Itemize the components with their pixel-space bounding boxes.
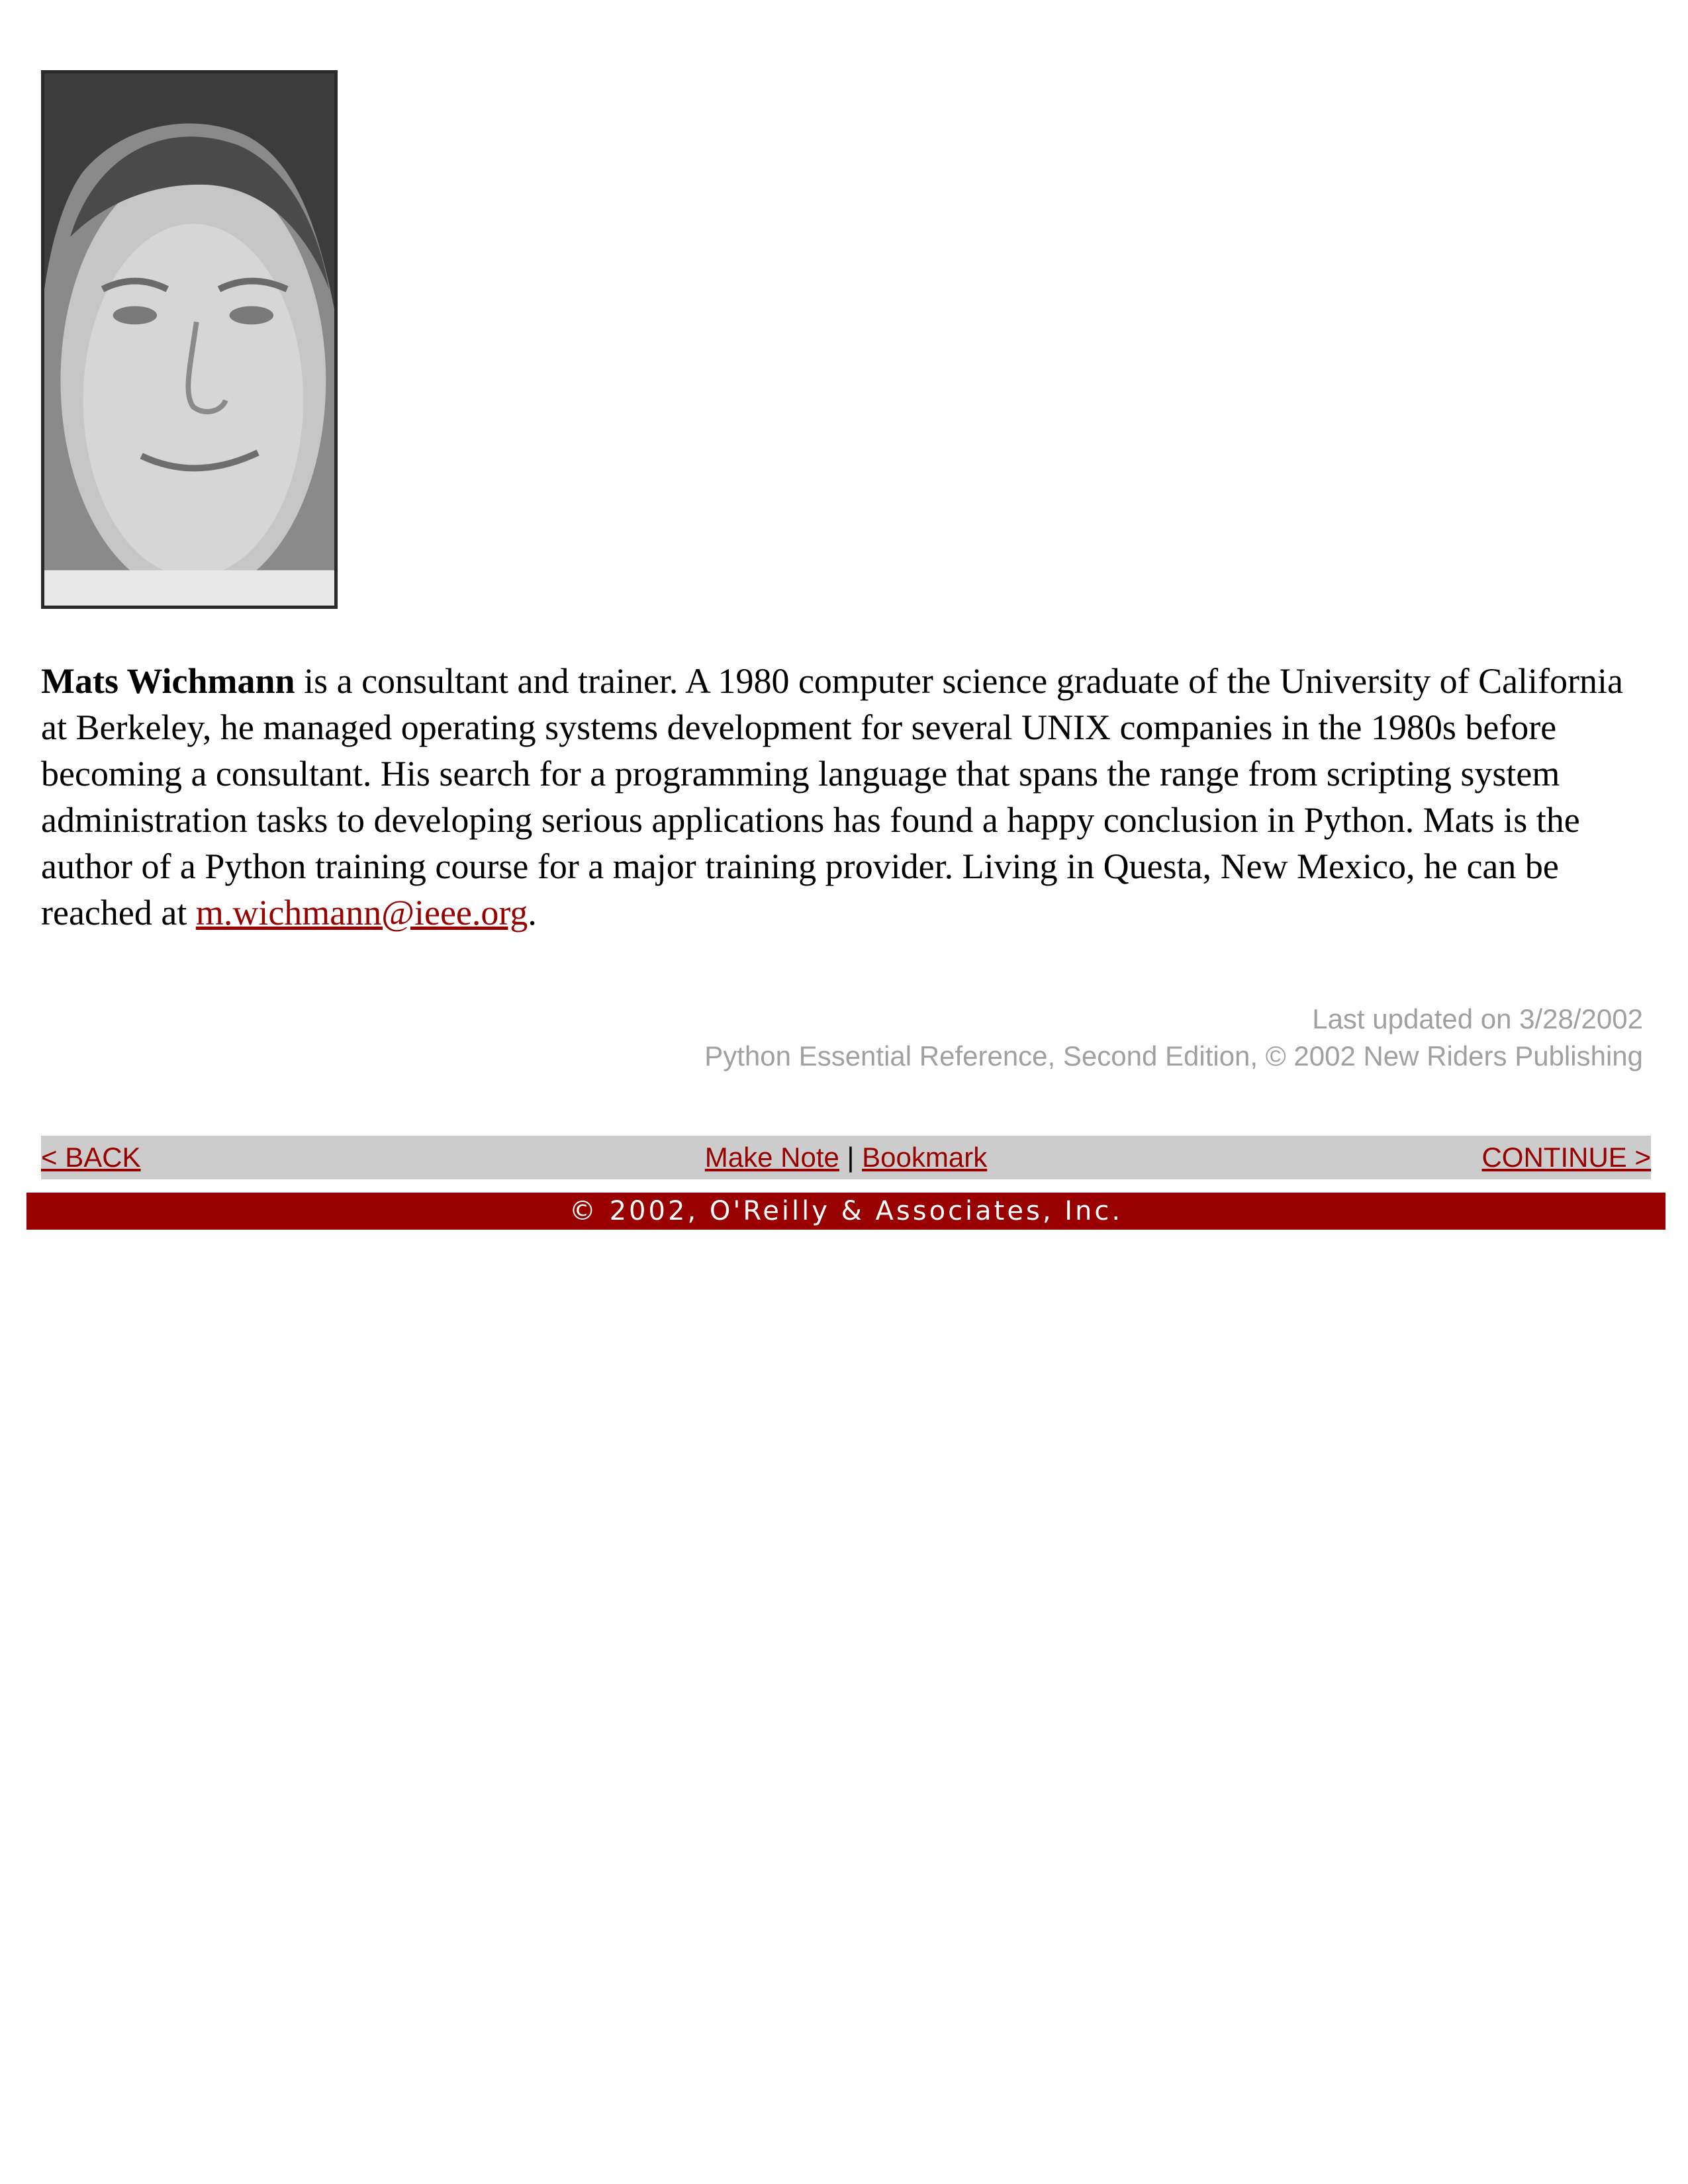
copyright-footer	[26, 1193, 1665, 1230]
navigation-bar	[41, 1136, 1651, 1179]
author-bio-text: is a consultant and trainer. A 1980 computer science graduate of the University of California at Berkeley, he managed operating systems development for several UNIX companies in the 1980s before becoming a consultant. His search for a programming language that spans the range from scripting system administration tasks to developing serious applications has found a happy conclusion in Python. Mats is the author of a Python training course for a major training provider. Living in Questa, New Mexico, he can be reached at	[41, 661, 1623, 933]
continue-link[interactable]: CONTINUE >	[1481, 1142, 1651, 1173]
author-bio-end: .	[528, 893, 537, 933]
nav-separator: |	[839, 1142, 863, 1173]
book-credit: Python Essential Reference, Second Edition, © 2002 New Riders Publishing	[704, 1040, 1643, 1071]
author-name: Mats Wichmann	[41, 661, 295, 701]
author-bio	[41, 658, 1630, 936]
last-updated: Last updated on 3/28/2002	[1312, 1003, 1643, 1034]
copyright-text: © 2002, O'Reilly & Associates, Inc.	[569, 1196, 1123, 1226]
nav-center-links	[41, 1136, 1651, 1179]
back-link[interactable]: < BACK	[41, 1142, 141, 1173]
bookmark-link[interactable]: Bookmark	[862, 1142, 988, 1173]
author-portrait-image	[44, 73, 334, 606]
author-photo	[41, 70, 338, 609]
author-email-link[interactable]: m.wichmann@ieee.org	[195, 893, 528, 933]
make-note-link[interactable]: Make Note	[704, 1142, 839, 1173]
page-meta	[704, 1001, 1643, 1075]
